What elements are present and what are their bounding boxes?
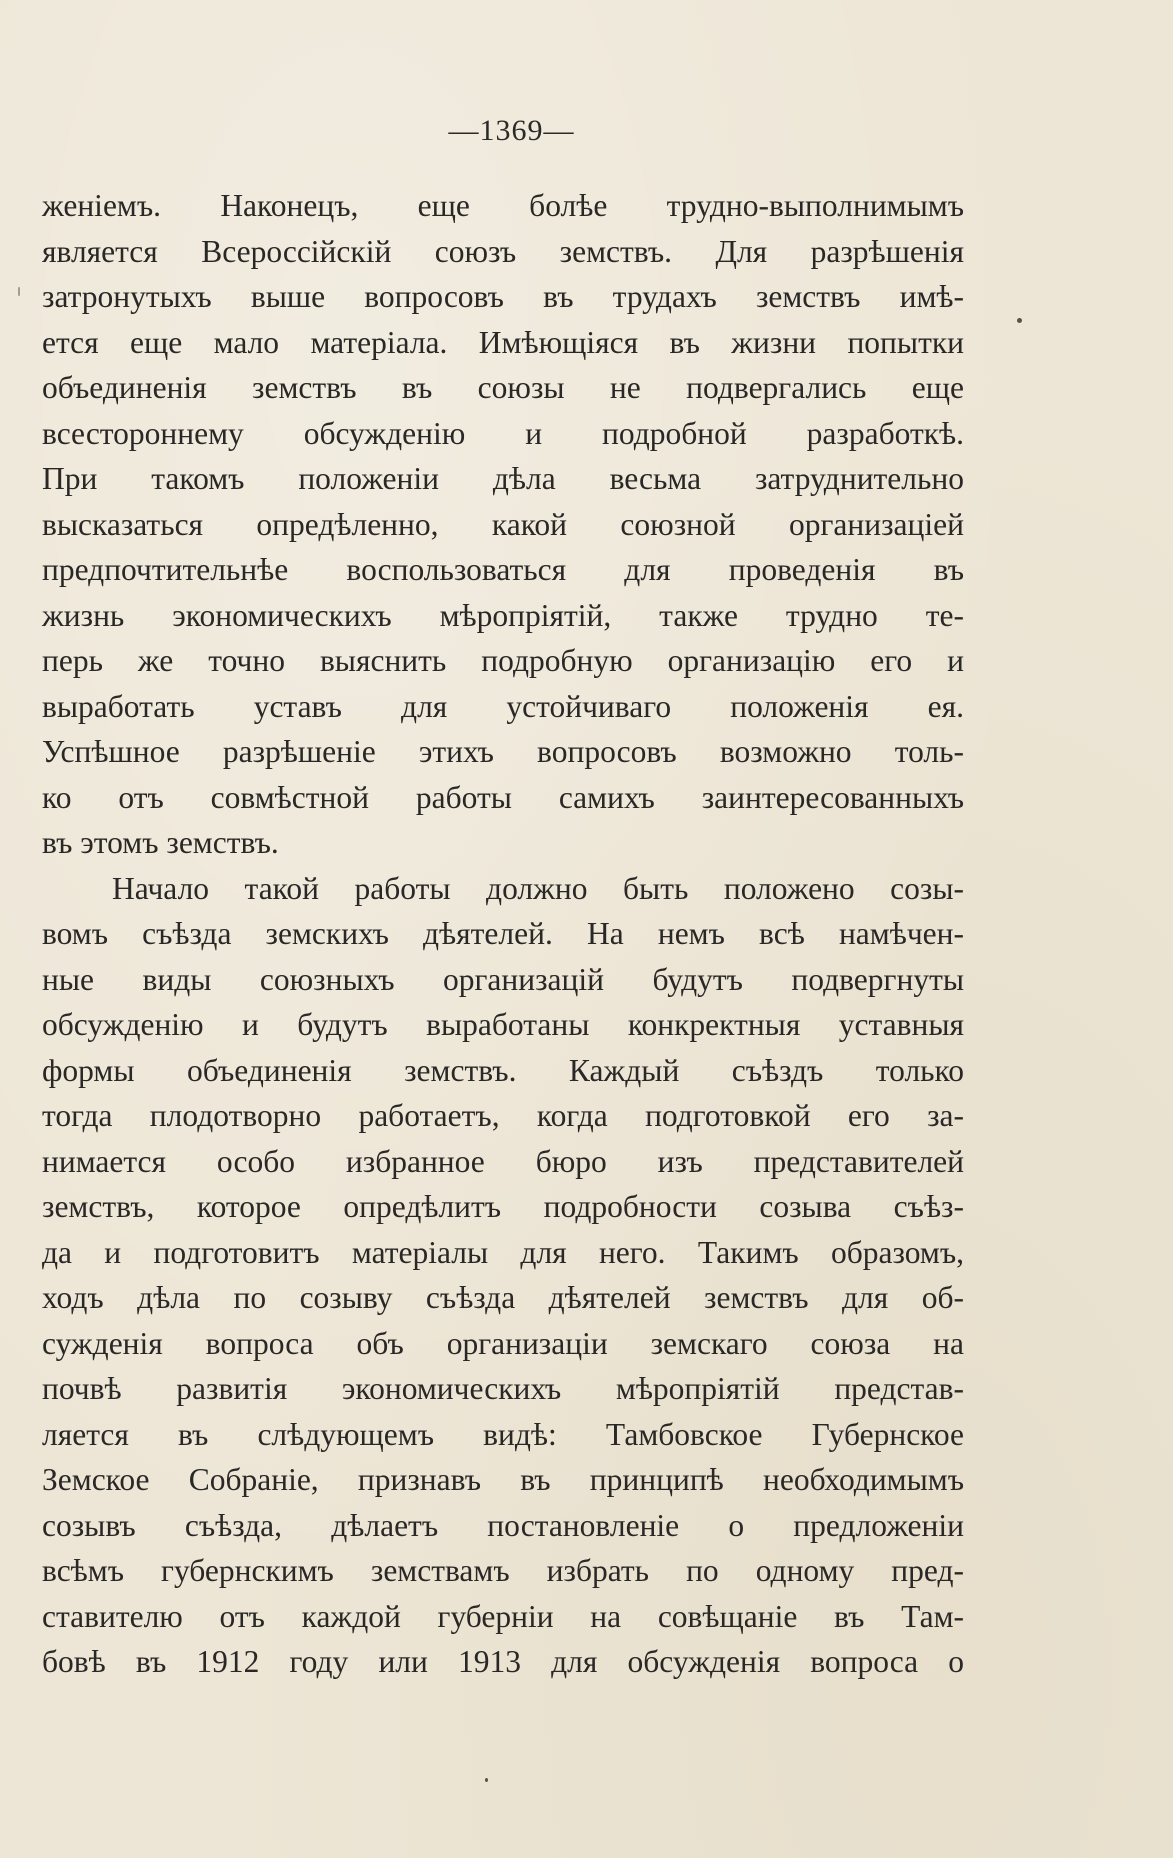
print-speck [1017, 318, 1022, 323]
text-line: всестороннему обсужденію и подробной разработкѣ. [42, 415, 964, 451]
text-line: При такомъ положеніи дѣла весьма затруднительно [42, 461, 964, 496]
text-line: ляется въ слѣдующемъ видѣ: Тамбовское Губернское [42, 1416, 964, 1452]
text-line: является Всероссійскій союзъ земствъ. Для разрѣшенія [42, 233, 964, 269]
text-line: Успѣшное разрѣшеніе этихъ вопросовъ возможно толь- [42, 734, 964, 769]
text-line: предпочтительнѣе воспользоваться для проведенія въ [42, 552, 964, 587]
text-line: земствъ, которое опредѣлитъ подробности созыва съѣз- [42, 1189, 964, 1224]
text-line: ставителю отъ каждой губерніи на совѣщаніе въ Там- [42, 1598, 964, 1634]
text-line: нимается особо избранное бюро изъ представителей [42, 1143, 964, 1179]
text-line: перь же точно выяснить подробную организацію его и [42, 643, 964, 678]
text-line: ется еще мало матеріала. Имѣющіяся въ жизни попытки [42, 324, 964, 360]
page-number: —1369— [448, 114, 575, 147]
text-line: формы объединенія земствъ. Каждый съѣздъ только [42, 1052, 964, 1088]
text-line: объединенія земствъ въ союзы не подвергались еще [42, 370, 964, 405]
text-line: обсужденію и будутъ выработаны конкректныя уставныя [42, 1007, 964, 1042]
text-line: Земское Собраніе, признавъ въ принципѣ необходимымъ [42, 1462, 964, 1497]
text-line: женіемъ. Наконецъ, еще болѣе трудно-выполнимымъ [42, 188, 964, 223]
body-text [42, 183, 964, 1685]
print-speck [18, 287, 20, 296]
text-line: Начало такой работы должно быть положено созы- [112, 870, 964, 906]
text-line: ходъ дѣла по созыву съѣзда дѣятелей земствъ для об- [42, 1280, 964, 1315]
text-line: почвѣ развитія экономическихъ мѣропріятій представ- [42, 1371, 964, 1406]
text-line: тогда плодотворно работаетъ, когда подготовкой его за- [42, 1098, 964, 1133]
text-line: сужденія вопроса объ организаціи земскаго союза на [42, 1325, 964, 1361]
print-speck [485, 1778, 488, 1782]
text-line: всѣмъ губернскимъ земствамъ избрать по одному пред- [42, 1553, 964, 1588]
text-line: выработать уставъ для устойчиваго положенія ея. [42, 688, 964, 724]
text-line: высказаться опредѣленно, какой союзной организаціей [42, 506, 964, 542]
text-line: созывъ съѣзда, дѣлаетъ постановленіе о предложеніи [42, 1507, 964, 1543]
text-line: бовѣ въ 1912 году или 1913 для обсужденія вопроса о [42, 1644, 964, 1679]
text-line: да и подготовитъ матеріалы для него. Такимъ образомъ, [42, 1234, 964, 1270]
text-line: въ этомъ земствъ. [42, 825, 279, 860]
text-line: вомъ съѣзда земскихъ дѣятелей. На немъ всѣ намѣчен- [42, 916, 964, 951]
text-line: затронутыхъ выше вопросовъ въ трудахъ земствъ имѣ- [42, 279, 964, 314]
text-line: ко отъ совмѣстной работы самихъ заинтересованныхъ [42, 779, 964, 815]
text-line: жизнь экономическихъ мѣропріятій, также трудно те- [42, 597, 964, 633]
text-line: ные виды союзныхъ организацій будутъ подвергнуты [42, 961, 964, 997]
